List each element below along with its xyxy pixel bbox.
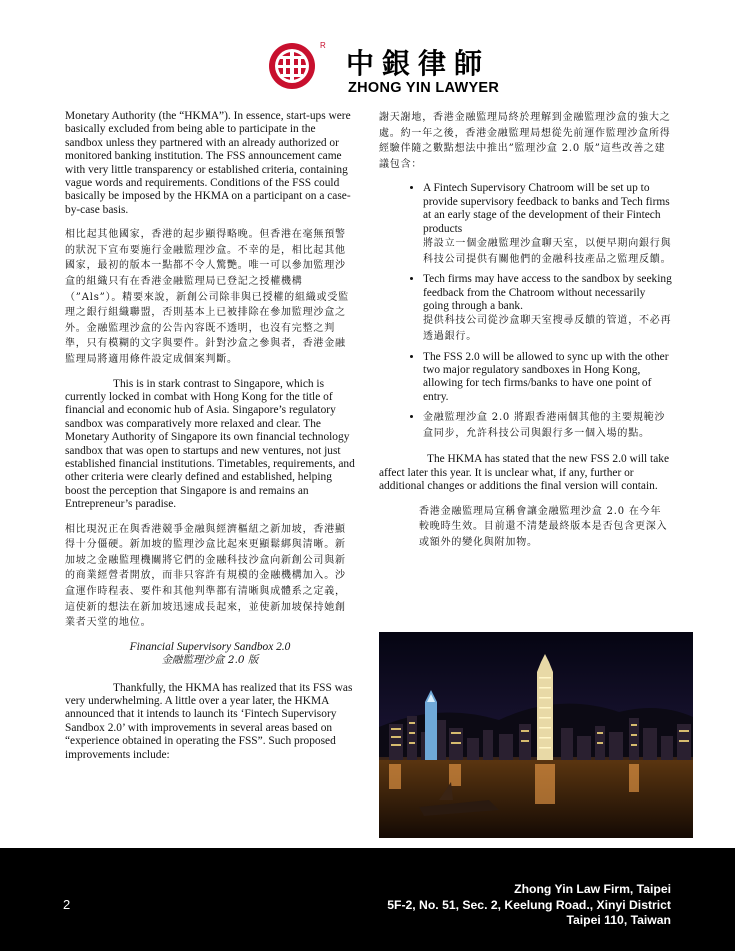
paragraph: The HKMA has stated that the new FSS 2.0 will take affect later this year. It is unclear what, if any, further or additional changes or additions the final version will contain. xyxy=(379,453,670,493)
page-footer xyxy=(0,848,735,951)
paragraph: Thankfully, the HKMA has realized that its FSS was very underwhelming. A little over a year later, the HKMA announced that it intends to launch its ‘Fintech Supervisory Sandbox 2.0’ with improvements in several areas based on “experience obtained in operating the FSS”. Such proposed improvements include: xyxy=(65,681,353,761)
right-column xyxy=(379,110,672,560)
hong-kong-skyline-photo xyxy=(379,632,693,838)
left-column xyxy=(65,110,355,772)
list-item-english: A Fintech Supervisory Chatroom will be set up to provide supervisory feedback to banks and Tech firms at an early stage of the development of their Fintech products xyxy=(423,182,670,235)
list-item-chinese: 將設立一個金融監理沙盒聊天室，以便早期向銀行與科技公司提供有關他們的金融科技產品之監理反饋。 xyxy=(423,238,672,265)
firm-name-english: ZHONG YIN LAWYER xyxy=(348,80,500,96)
paragraph-chinese: 香港金融監理局宣稱會讓金融監理沙盒 2.0 在今年較晚時生效。目前還不清楚最終版本是否包含更深入或額外的變化與附加物。 xyxy=(419,505,668,548)
paragraph: Monetary Authority (the “HKMA”). In essence, start-ups were basically excluded from being able to participate in the sandbox unless they partnered with an already authorized or monitored banking institution. The FSS announcement came with very little transparency or established criteria, containing vague words and requirements. Conditions of the FSS could basically be imposed by the HKMA on a participant on a case-by-case basis. xyxy=(65,110,351,216)
list-item-english: The FSS 2.0 will be allowed to sync up with the other two major regulatory sandboxes in Hong Kong, allowing for tech firms/banks to have one point of entry. xyxy=(423,350,669,403)
address-line: Zhong Yin Law Firm, Taipei xyxy=(514,882,671,896)
list-item-chinese: • 金融監理沙盒 2.0 將跟香港兩個其他的主要規範沙盒同步，允許科技公司與銀行多一個入場的點。 xyxy=(423,412,666,439)
paragraph-chinese: 相比現況正在與香港競爭金融與經濟樞紐之新加坡，香港顯得十分僵硬。新加坡的監理沙盒比起來更顯鬆綁與清晰。新加坡之金融監理機關將它們的金融科技沙盒向新創公司與新的商業經營者開放，而非只容許有規模的金融機構加入。沙盒運作時程表、要件和其他判準都有清晰與成體系之定義，這使新的想法在新加坡迅速成長起來，並使新加坡保持她創業者天堂的地位。 xyxy=(65,523,346,629)
section-heading-english: Financial Supervisory Sandbox 2.0 xyxy=(129,640,291,653)
firm-logo-icon xyxy=(267,41,317,91)
list-item xyxy=(423,410,672,441)
address-line: Taipei 110, Taiwan xyxy=(566,913,671,927)
section-heading xyxy=(65,641,355,668)
paragraph-chinese: 謝天謝地，香港金融監理局終於理解到金融監理沙盒的強大之處。約一年之後，香港金融監理局想從先前運作監理沙盒所得經驗伴隨之數點想法中推出”監理沙盒 2.0 版”這些改善之建議包含： xyxy=(379,112,671,170)
list-item xyxy=(423,351,672,405)
list-item-english: Tech firms may have access to the sandbox by seeking feedback from the Chatroom without necessarily going through a bank. xyxy=(423,273,672,312)
registered-mark: R xyxy=(320,41,326,50)
firm-name-chinese: 中銀律師 xyxy=(346,47,491,80)
page-number: 2 xyxy=(63,897,71,912)
firm-address xyxy=(387,882,671,929)
list-item xyxy=(423,273,672,344)
list-item xyxy=(423,182,672,267)
paragraph: This is in stark contrast to Singapore, which is currently locked in combat with Hong Kong for the title of financial and economic hub of Asia. Singapore’s regulatory sandbox was comparatively more relaxed and clear. The Monetary Authority of Singapore its own financial technology sandbox that was open to startups and new ventures, not just established financial institutions. Timetables, requirements, and other criteria were clearly defined and established, helping boost the perception that Singapore is and remains an Entrepreneur’s paradise. xyxy=(65,377,355,511)
list-item-chinese: 提供科技公司從沙盒聊天室搜尋反饋的管道，不必再透過銀行。 xyxy=(423,315,672,342)
section-heading-chinese: 金融監理沙盒 2.0 版 xyxy=(161,654,259,667)
paragraph-chinese: 相比起其他國家，香港的起步顯得略晚。但香港在毫無預警的狀況下宣布要施行金融監理沙盒。不幸的是，相比起其他國家，最初的版本一點都不令人驚艷。唯一可以參加監理沙盒的組織只有在香港金融監理局已登記之授權機構（”Als”）。精要來說，新創公司除非與已授權的組織或受監理之銀行組織聯盟，否則基本上已被排除在參加監理沙盒之外。金融監理沙盒的公告內容既不透明，也沒有完整之判準，只有模糊的文字與要件。針對沙盒之參與者，香港金融監理局將適用條件設定成個案判斷。 xyxy=(65,229,349,365)
improvements-list xyxy=(379,182,672,441)
address-line: 5F-2, No. 51, Sec. 2, Keelung Road., Xinyi District xyxy=(387,897,671,912)
